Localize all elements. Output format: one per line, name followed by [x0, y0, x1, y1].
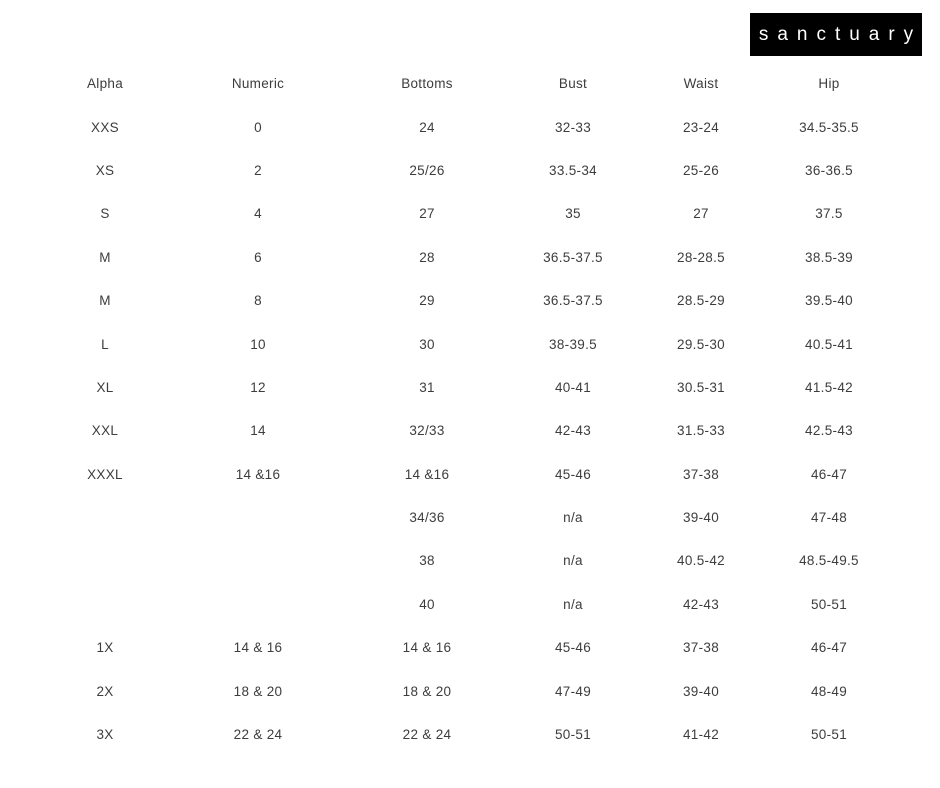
table-row — [20, 279, 874, 322]
table-cell: 1X — [96, 640, 114, 656]
table-row — [20, 192, 874, 235]
table-cell: 41.5-42 — [805, 379, 853, 395]
table-row — [20, 713, 874, 756]
table-cell: 18 & 20 — [233, 683, 283, 699]
table-cell: 39-40 — [682, 510, 720, 526]
table-cell: 29 — [419, 293, 435, 309]
table-cell — [20, 539, 190, 582]
brand-logo-text: sanctuary — [758, 23, 923, 45]
table-cell: 46-47 — [810, 466, 848, 482]
table-cell: 6 — [254, 249, 262, 265]
table-cell: 27 — [693, 206, 709, 222]
table-cell: 22 & 24 — [402, 727, 452, 743]
table-cell: 14 — [250, 423, 266, 439]
table-cell: 38 — [419, 553, 435, 569]
table-cell: 28.5-29 — [677, 293, 725, 309]
table-row — [20, 409, 874, 452]
table-cell: 22 & 24 — [233, 727, 283, 743]
table-cell: 10 — [250, 336, 266, 352]
table-row — [20, 626, 874, 669]
table-cell: 31.5-33 — [677, 423, 725, 439]
table-cell: S — [100, 206, 110, 222]
table-row — [20, 366, 874, 409]
table-cell: n/a — [563, 596, 583, 612]
table-cell: 25-26 — [682, 162, 720, 178]
table-cell: 32/33 — [409, 423, 445, 439]
table-cell: 40.5-42 — [677, 553, 725, 569]
table-cell — [190, 583, 326, 626]
brand-logo — [750, 13, 922, 56]
table-cell: 23-24 — [682, 119, 720, 135]
column-header-hip: Hip — [818, 76, 840, 92]
table-cell: 50-51 — [810, 596, 848, 612]
table-row — [20, 236, 874, 279]
table-cell: 34/36 — [409, 510, 445, 526]
column-header-bottoms: Bottoms — [401, 76, 453, 92]
table-cell: 50-51 — [554, 727, 592, 743]
table-cell: 0 — [254, 119, 262, 135]
table-cell: 46-47 — [810, 640, 848, 656]
table-cell: XXL — [91, 423, 119, 439]
table-cell: 37-38 — [682, 640, 720, 656]
table-cell: 14 & 16 — [233, 640, 283, 656]
table-cell: 34.5-35.5 — [799, 119, 859, 135]
size-chart-table — [20, 62, 874, 756]
table-row — [20, 149, 874, 192]
table-cell: XXXL — [87, 466, 123, 482]
table-cell: 36-36.5 — [805, 162, 853, 178]
table-cell — [20, 583, 190, 626]
table-cell: 45-46 — [554, 466, 592, 482]
table-cell: 40.5-41 — [805, 336, 853, 352]
table-row — [20, 583, 874, 626]
table-row — [20, 105, 874, 148]
table-cell: 2X — [96, 683, 114, 699]
table-cell: 2 — [254, 162, 262, 178]
table-cell — [190, 496, 326, 539]
table-cell: 41-42 — [682, 727, 720, 743]
table-cell: 30.5-31 — [677, 379, 725, 395]
table-cell: 42-43 — [554, 423, 592, 439]
table-row — [20, 453, 874, 496]
table-cell: n/a — [563, 510, 583, 526]
table-cell — [20, 496, 190, 539]
column-header-bust: Bust — [558, 76, 588, 92]
table-body — [20, 105, 874, 756]
column-header-waist: Waist — [683, 76, 719, 92]
table-cell: 48.5-49.5 — [799, 553, 859, 569]
table-cell: 39-40 — [682, 683, 720, 699]
table-cell: 29.5-30 — [677, 336, 725, 352]
table-cell: 40-41 — [554, 379, 592, 395]
table-cell: 33.5-34 — [549, 162, 597, 178]
table-cell: 14 &16 — [404, 466, 450, 482]
table-cell: 37.5 — [815, 206, 843, 222]
table-cell: 39.5-40 — [805, 293, 853, 309]
table-row — [20, 539, 874, 582]
table-cell: n/a — [563, 553, 583, 569]
table-cell: 3X — [96, 727, 114, 743]
table-cell: 14 &16 — [235, 466, 281, 482]
table-row — [20, 669, 874, 712]
table-cell: 37-38 — [682, 466, 720, 482]
table-cell: 40 — [419, 596, 435, 612]
table-cell: 24 — [419, 119, 435, 135]
table-cell: 12 — [250, 379, 266, 395]
table-row — [20, 322, 874, 365]
column-header-numeric: Numeric — [231, 76, 285, 92]
table-cell: 38.5-39 — [805, 249, 853, 265]
table-cell: XL — [96, 379, 114, 395]
table-cell: 8 — [254, 293, 262, 309]
table-cell: 30 — [419, 336, 435, 352]
table-header-row — [20, 62, 874, 105]
table-cell: 36.5-37.5 — [543, 249, 603, 265]
table-cell: 14 & 16 — [402, 640, 452, 656]
table-cell: 45-46 — [554, 640, 592, 656]
table-cell: 35 — [565, 206, 581, 222]
table-cell: 38-39.5 — [549, 336, 597, 352]
column-header-alpha: Alpha — [86, 76, 124, 92]
table-cell: 4 — [254, 206, 262, 222]
table-cell: 31 — [419, 379, 435, 395]
table-cell: 48-49 — [810, 683, 848, 699]
table-cell: XS — [95, 162, 115, 178]
table-cell: 25/26 — [409, 162, 445, 178]
table-row — [20, 496, 874, 539]
table-cell: M — [99, 249, 111, 265]
table-cell: 28 — [419, 249, 435, 265]
table-cell: 32-33 — [554, 119, 592, 135]
table-cell: 42.5-43 — [805, 423, 853, 439]
table-cell — [190, 539, 326, 582]
table-cell: 42-43 — [682, 596, 720, 612]
table-cell: XXS — [91, 119, 119, 135]
table-cell: 27 — [419, 206, 435, 222]
table-cell: L — [101, 336, 109, 352]
table-cell: 28-28.5 — [677, 249, 725, 265]
table-cell: M — [99, 293, 111, 309]
table-cell: 36.5-37.5 — [543, 293, 603, 309]
table-cell: 47-48 — [810, 510, 848, 526]
table-cell: 50-51 — [810, 727, 848, 743]
table-cell: 18 & 20 — [402, 683, 452, 699]
table-cell: 47-49 — [554, 683, 592, 699]
